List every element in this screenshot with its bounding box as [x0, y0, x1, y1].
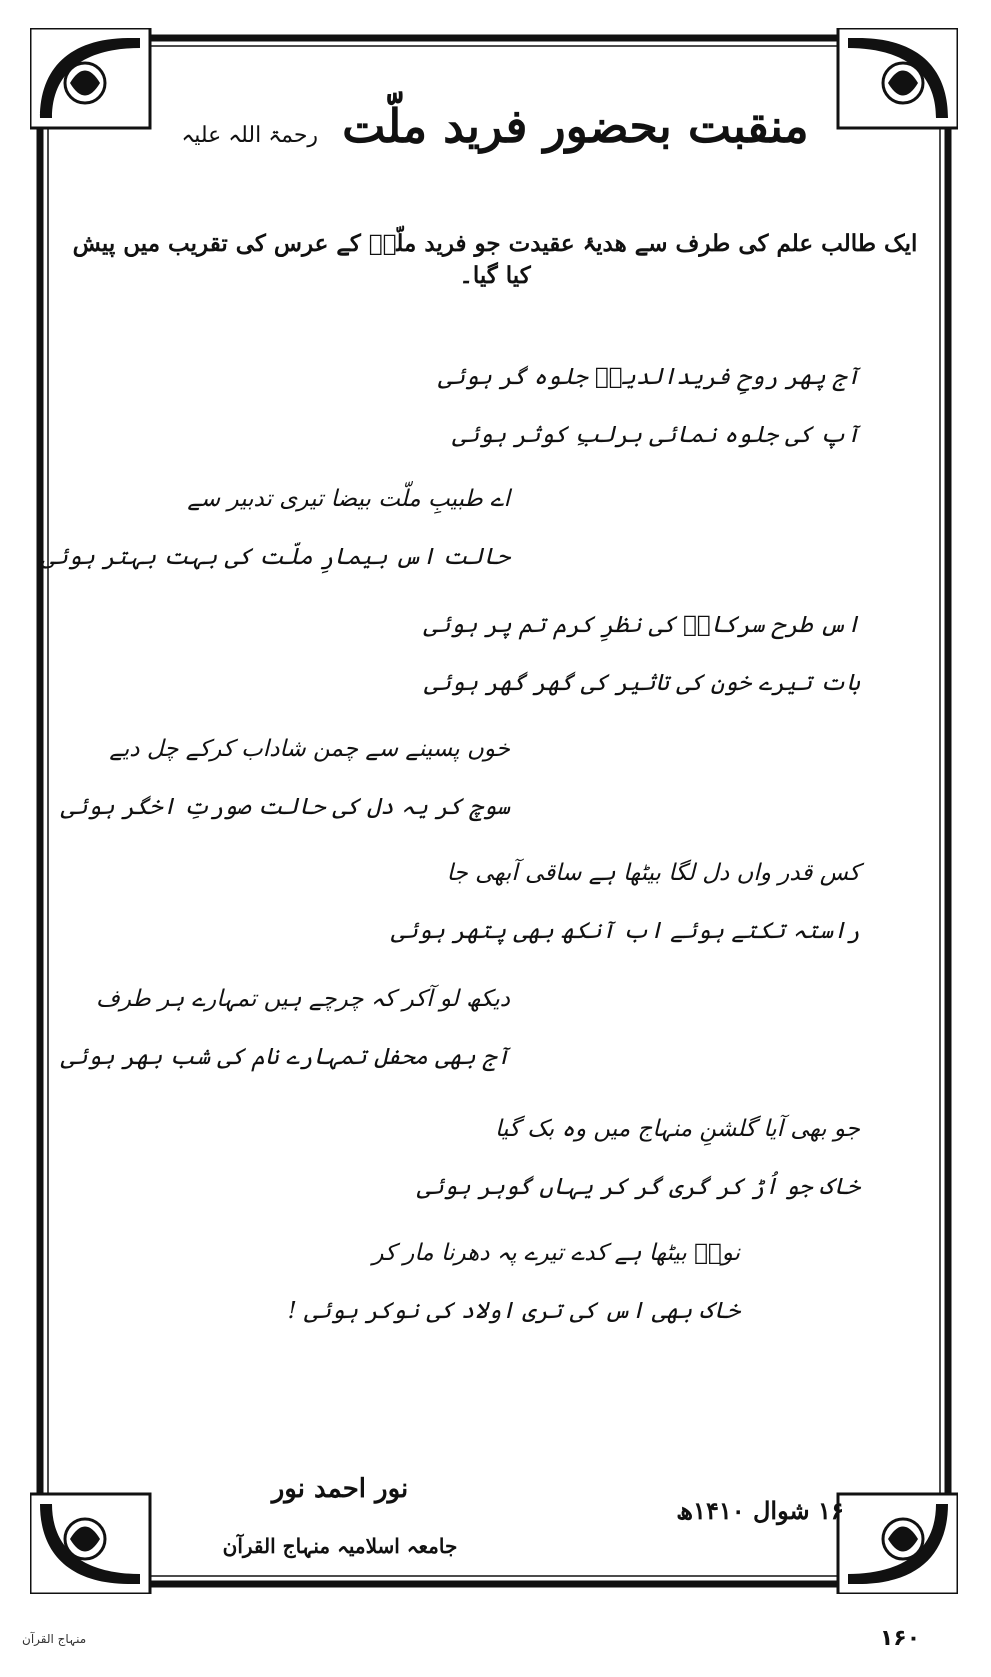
verse-line: سوچ کر یہ دل کی حالت صورتِ اخگر ہوئی [60, 794, 510, 820]
stanza-1 [420, 362, 860, 478]
verse-line: نورؔ بیٹھا ہے کدے تیرے پہ دھرنا مار کر [372, 1240, 740, 1266]
publication-logo: منہاج القرآن [22, 1632, 87, 1646]
poem-subtitle: ایک طالب علم کی طرف سے ھدیۂ عقیدت جو فرید ملّتؒ کے عرس کی تقریب میں پیش کیا گیا۔ [72, 230, 918, 289]
stanza-5 [391, 858, 860, 974]
verse-line: آج بھی محفل تمہارے نام کی شب بھر ہوئی [60, 1044, 510, 1070]
verse-line: دیکھ لو آکر کہ چرچے ہیں تمہارے ہر طرف [95, 986, 510, 1012]
verse-line: خاک بھی اس کی تری اولاد کی نوکر ہوئی ! [287, 1298, 740, 1324]
stanza-8 [220, 1238, 740, 1354]
verse-line: آج پھر روحِ فریدالدینؒ جلوہ گر ہوئی [438, 364, 860, 390]
verse-line: حالت اس بیمارِ ملّت کی بہت بہتر ہوئی [41, 544, 510, 570]
stanza-3 [420, 610, 860, 726]
date-line: ۱۶ شوال ۱۴۱۰ھ [676, 1496, 844, 1525]
verse-line: خاک جو اُڑ کر گری گر کر یہاں گوہر ہوئی [416, 1174, 860, 1200]
title-text: منقبت بحضور فرید ملّت [342, 99, 809, 153]
verse-line: جو بھی آیا گلشنِ منہاج میں وہ بک گیا [495, 1116, 860, 1142]
stanza-4 [60, 734, 510, 850]
title-honorific: رحمۃ اللہ علیہ [181, 123, 319, 148]
verse-line: کس قدر واں دل لگا بیٹھا ہے ساقی آبھی جا [446, 860, 860, 886]
corner-ornament-bottom-left [30, 1494, 150, 1594]
verse-line: اے طبیبِ ملّت بیضا تیری تدبیر سے [187, 486, 510, 512]
stanza-2 [41, 484, 510, 600]
verse-line: آپ کی جلوہ نمائی برلبِ کوثر ہوئی [452, 422, 860, 448]
poet-organization: جامعہ اسلامیہ منہاج القرآن [222, 1534, 458, 1558]
verse-line: بات تیرے خون کی تاثیر کی گھر گھر ہوئی [424, 670, 860, 696]
page-number: ۱۶۰ [879, 1626, 921, 1651]
verse-line: خوں پسینے سے چمن شاداب کرکے چل دیے [109, 736, 510, 762]
verse-line: اس طرح سرکارؐ کی نظرِ کرم تم پر ہوئی [423, 612, 860, 638]
stanza-6 [60, 984, 510, 1100]
stanza-7 [416, 1114, 860, 1230]
verse-line: راستہ تکتے ہوئے اب آنکھ بھی پتھر ہوئی [391, 918, 860, 944]
poem-title [80, 98, 910, 164]
poet-name: نور احمد نور [271, 1474, 409, 1504]
